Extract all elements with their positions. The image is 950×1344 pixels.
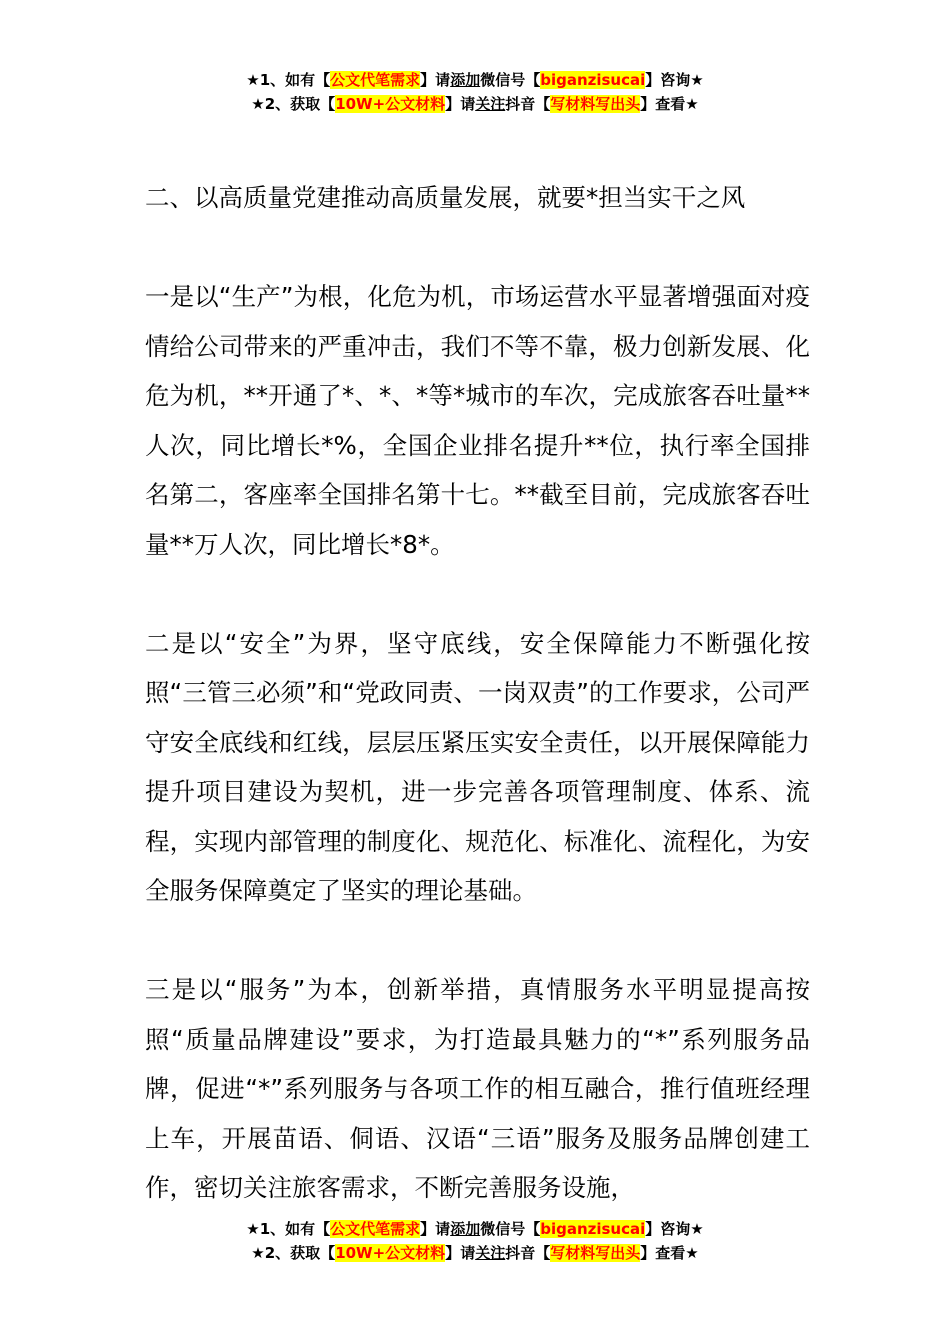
banner-text: 】请 — [445, 95, 476, 113]
section-heading: 二、以高质量党建推动高质量发展，就要*担当实干之风 — [145, 183, 746, 212]
paragraph-1-body: 面对疫情给公司带来的严重冲击，我们不等不靠，极力创新发展、化危为机，**开通了*、*、*等*城市的车次，完成旅客吞吐量**人次，同比增长*%，全国企业排名提升**位，执行率全国排名第二，客座率全国排名第十七。**截至目前，完成旅客吞吐量**万人次，同比增长*8*。 — [145, 282, 811, 559]
paragraph-3 — [145, 965, 810, 1213]
underlined-text: 添加 — [450, 1220, 481, 1238]
footer-banner — [0, 1217, 950, 1265]
banner-text: 】查看★ — [640, 1244, 699, 1262]
paragraph-1-title: 一是以“生产”为根，化危为机，市场运营水平显著增强 — [145, 282, 737, 311]
paragraph-2 — [145, 619, 810, 916]
highlight-wechat-id: biganzisucai — [540, 71, 646, 89]
highlight-service-text: 公文代笔需求 — [330, 1220, 421, 1238]
banner-line-2 — [0, 92, 950, 116]
header-banner — [0, 68, 950, 116]
banner-text: ★2、获取【 — [251, 1244, 336, 1262]
banner-text: 微信号【 — [480, 1220, 541, 1238]
paragraph-3-body: 按照“质量品牌建设”要求，为打造最具魅力的“*”系列服务品牌，促进“*”系列服务与各项工作的相互融合，推行值班经理上车，开展苗语、侗语、汉语“三语”服务及服务品牌创建工作，密切关注旅客需求，不断完善服务设施， — [145, 975, 810, 1202]
paragraph-3-title: 三是以“服务”为本，创新举措，真情服务水平明显提高 — [145, 975, 786, 1004]
banner-text: 微信号【 — [480, 71, 541, 89]
banner-text: 】请 — [420, 1220, 451, 1238]
highlight-wechat-id: biganzisucai — [540, 1220, 646, 1238]
banner-line-1 — [0, 68, 950, 92]
highlight-douyin-id: 写材料写出头 — [550, 1244, 641, 1262]
highlight-materials-text: 10W+公文材料 — [335, 1244, 446, 1262]
underlined-text: 关注 — [475, 1244, 506, 1262]
banner-text: ★1、如有【 — [246, 1220, 331, 1238]
highlight-materials-text: 10W+公文材料 — [335, 95, 446, 113]
highlight-service-text: 公文代笔需求 — [330, 71, 421, 89]
paragraph-2-body: 按照“三管三必须”和“党政同责、一岗双责”的工作要求，公司严守安全底线和红线，层层压紧压实安全责任，以开展保障能力提升项目建设为契机，进一步完善各项管理制度、体系、流程，实现内部管理的制度化、规范化、标准化、流程化，为安全服务保障奠定了坚实的理论基础。 — [145, 628, 810, 905]
underlined-text: 关注 — [475, 95, 506, 113]
underlined-text: 添加 — [450, 71, 481, 89]
banner-line-2 — [0, 1241, 950, 1265]
banner-text: ★1、如有【 — [246, 71, 331, 89]
banner-text: 】咨询★ — [645, 1220, 704, 1238]
paragraph-2-title: 二是以“安全”为界，坚守底线，安全保障能力不断强化 — [145, 628, 786, 658]
banner-text: 】咨询★ — [645, 71, 704, 89]
paragraph-1 — [145, 272, 810, 569]
banner-text: 】请 — [420, 71, 451, 89]
banner-text: 】请 — [445, 1244, 476, 1262]
banner-text: 】查看★ — [640, 95, 699, 113]
banner-text: ★2、获取【 — [251, 95, 336, 113]
banner-text: 抖音【 — [505, 95, 551, 113]
document-body — [145, 173, 810, 1213]
banner-line-1 — [0, 1217, 950, 1241]
banner-text: 抖音【 — [505, 1244, 551, 1262]
highlight-douyin-id: 写材料写出头 — [550, 95, 641, 113]
